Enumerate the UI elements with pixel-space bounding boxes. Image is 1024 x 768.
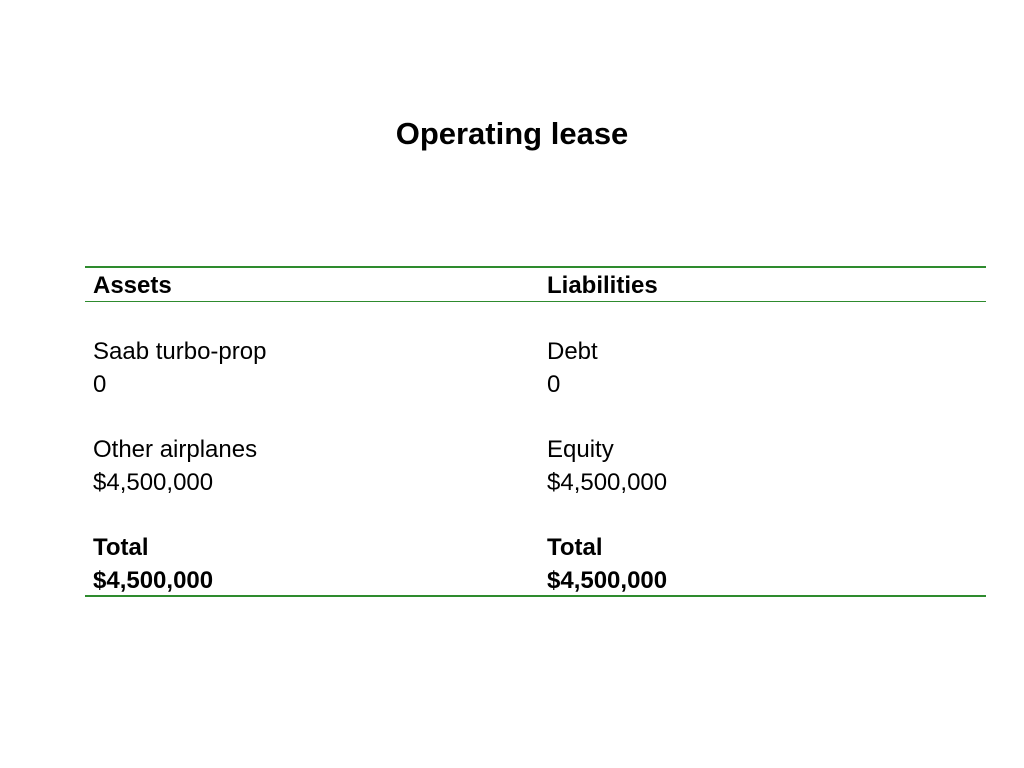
asset-other-value: $4,500,000 [93, 469, 214, 496]
table-header-row [85, 268, 986, 302]
asset-total-value: $4,500,000 [93, 567, 214, 594]
asset-total-label: Total [93, 534, 149, 561]
asset-other-label: Other airplanes [93, 436, 258, 463]
asset-saab-value: 0 [93, 371, 107, 398]
liability-debt-label: Debt [547, 338, 598, 365]
liability-equity-label: Equity [547, 436, 614, 463]
asset-saab-label: Saab turbo-prop [93, 338, 267, 365]
assets-header: Assets [93, 272, 172, 299]
liabilities-header: Liabilities [547, 272, 658, 299]
liability-total-label: Total [547, 534, 603, 561]
liability-equity-value: $4,500,000 [547, 469, 668, 496]
balance-sheet-table [85, 266, 986, 597]
liability-debt-value: 0 [547, 371, 561, 398]
liability-total-value: $4,500,000 [547, 567, 668, 594]
slide-title: Operating lease [395, 116, 629, 151]
